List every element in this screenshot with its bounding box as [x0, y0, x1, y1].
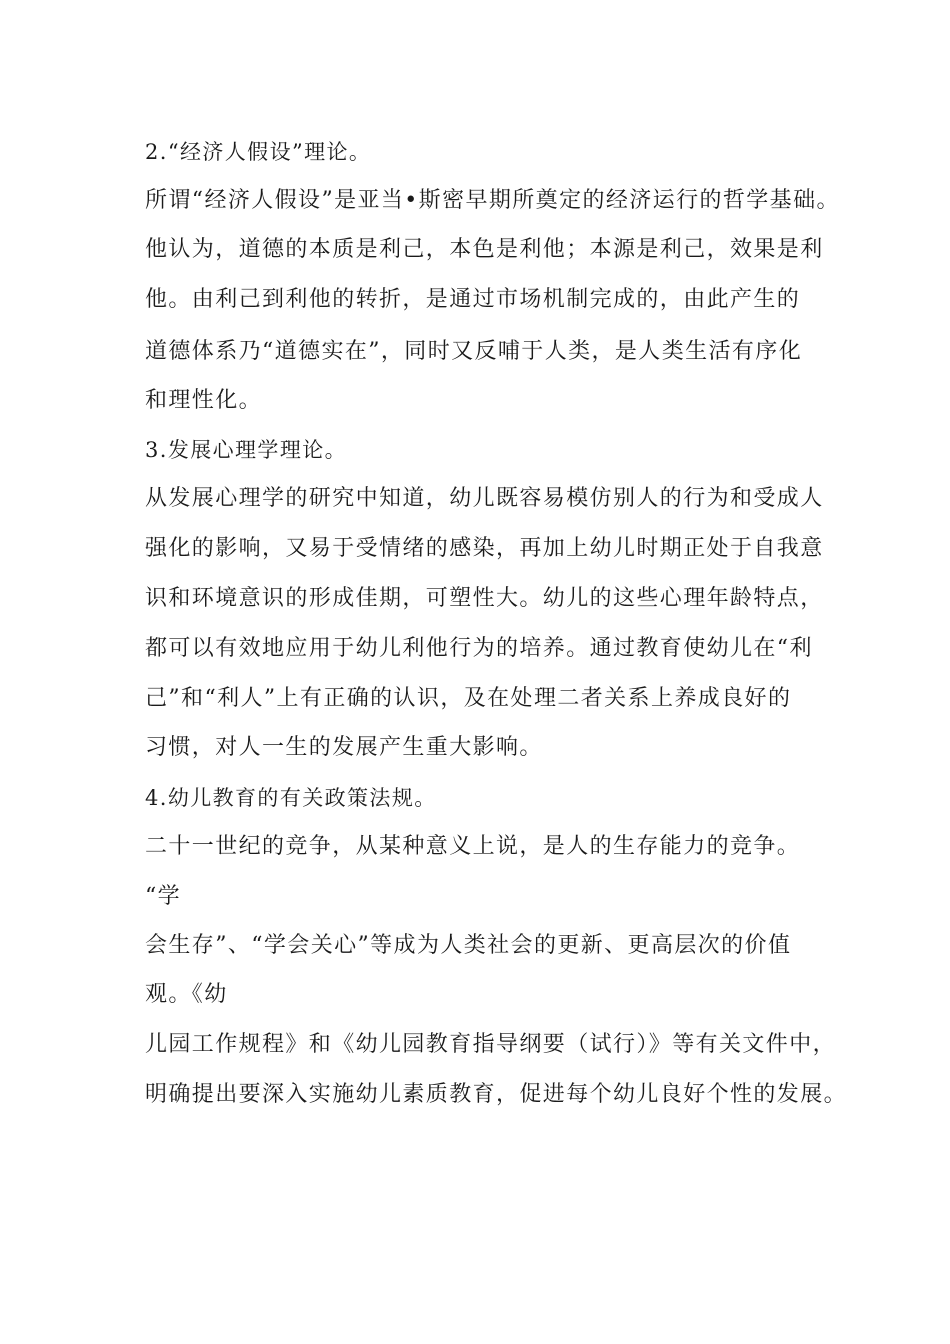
section-heading-2: 2.“经济人假设”理论。: [145, 140, 372, 164]
paragraph-line: 会生存”、“学会关心”等成为人类社会的更新、更高层次的价值: [145, 933, 792, 958]
paragraph-line: 和理性化。: [145, 388, 263, 413]
paragraph-line: 强化的影响，又易于受情绪的感染，再加上幼儿时期正处于自我意: [145, 536, 824, 561]
paragraph-line: 儿园工作规程》和《幼儿园教育指导纲要（试行）》等有关文件中，: [145, 1032, 837, 1057]
section-heading-3: 3.发展心理学理论。: [145, 438, 348, 462]
paragraph-line: 他。由利己到利他的转折，是通过市场机制完成的，由此产生的: [145, 287, 801, 312]
paragraph-line: 他认为，道德的本质是利己，本色是利他；本源是利己，效果是利: [145, 237, 824, 262]
paragraph-line: 从发展心理学的研究中知道，幼儿既容易模仿别人的行为和受成人: [145, 486, 824, 511]
paragraph-line: 都可以有效地应用于幼儿利他行为的培养。通过教育使幼儿在“利: [145, 636, 813, 661]
paragraph-line: 习惯，对人一生的发展产生重大影响。: [145, 735, 543, 760]
paragraph-line: 二十一世纪的竞争，从某种意义上说，是人的生存能力的竞争。: [145, 834, 801, 859]
paragraph-line: 所谓“经济人假设”是亚当•斯密早期所奠定的经济运行的哲学基础。: [145, 188, 840, 213]
paragraph-line: 明确提出要深入实施幼儿素质教育，促进每个幼儿良好个性的发展。: [145, 1082, 848, 1107]
paragraph-line: 道德体系乃“道德实在”，同时又反哺于人类，是人类生活有序化: [145, 339, 803, 364]
paragraph-line: 观。《幼: [145, 982, 228, 1007]
paragraph-line: 识和环境意识的形成佳期，可塑性大。幼儿的这些心理年龄特点，: [145, 586, 824, 611]
paragraph-line: 己”和“利人”上有正确的认识，及在处理二者关系上养成良好的: [145, 686, 792, 711]
paragraph-line: “学: [145, 884, 182, 909]
section-heading-4: 4.幼儿教育的有关政策法规。: [145, 786, 437, 810]
